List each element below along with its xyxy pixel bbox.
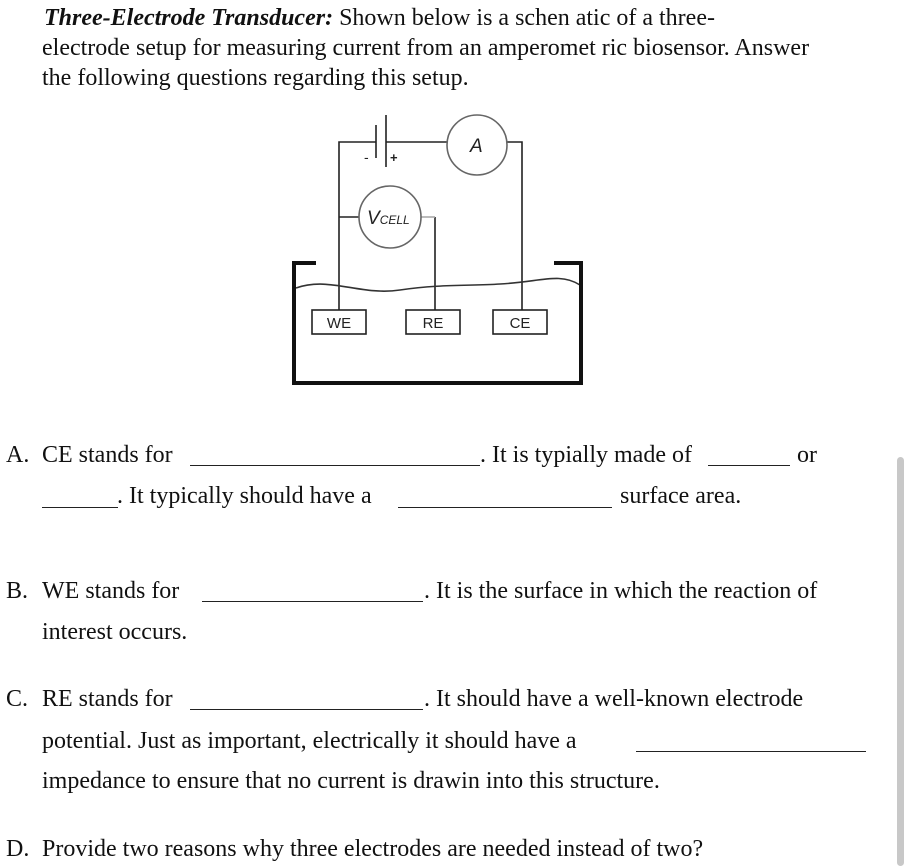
question-text: surface area. — [620, 483, 742, 509]
answer-blank[interactable] — [190, 709, 423, 710]
we-label: WE — [326, 315, 352, 332]
question-text: or — [797, 442, 817, 468]
question-text: . It is the surface in which the reaction of — [424, 578, 818, 604]
intro-line-3: the following questions regarding this setup. — [42, 65, 469, 91]
answer-blank[interactable] — [636, 751, 866, 752]
question-text: interest occurs. — [42, 619, 188, 645]
section-title: Three-Electrode Transducer: — [44, 5, 334, 31]
question-text: WE stands for — [42, 578, 180, 604]
question-text: . It typically should have a — [117, 483, 372, 509]
answer-blank[interactable] — [42, 507, 118, 508]
ammeter-label: A — [470, 136, 483, 157]
vcell-label: VCELL — [367, 208, 410, 229]
question-letter: D. — [6, 836, 30, 862]
question-text: RE stands for — [42, 686, 173, 712]
intro-line-1: Shown below is a schen atic of a three- — [339, 5, 715, 31]
battery-plus: + — [390, 150, 398, 165]
question-letter: C. — [6, 686, 29, 712]
question-text: . It is typially made of — [480, 442, 692, 468]
answer-blank[interactable] — [708, 465, 790, 466]
scrollbar[interactable] — [897, 457, 904, 866]
answer-blank[interactable] — [202, 601, 423, 602]
question-letter: B. — [6, 578, 29, 604]
answer-blank[interactable] — [190, 465, 480, 466]
answer-blank[interactable] — [398, 507, 612, 508]
ce-label: CE — [509, 315, 531, 332]
battery-minus: - — [364, 149, 369, 165]
intro-line-2: electrode setup for measuring current from an amperomet ric biosensor. Answer — [42, 35, 810, 61]
question-text: Provide two reasons why three electrodes are needed instead of two? — [42, 836, 704, 862]
re-label: RE — [422, 315, 444, 332]
question-text: CE stands for — [42, 442, 173, 468]
question-text: potential. Just as important, electrically it should have a — [42, 728, 577, 754]
question-text: . It should have a well-known electrode — [424, 686, 804, 712]
question-letter: A. — [6, 442, 30, 468]
ce-wire — [507, 142, 522, 310]
question-text: impedance to ensure that no current is drawin into this structure. — [42, 768, 660, 794]
